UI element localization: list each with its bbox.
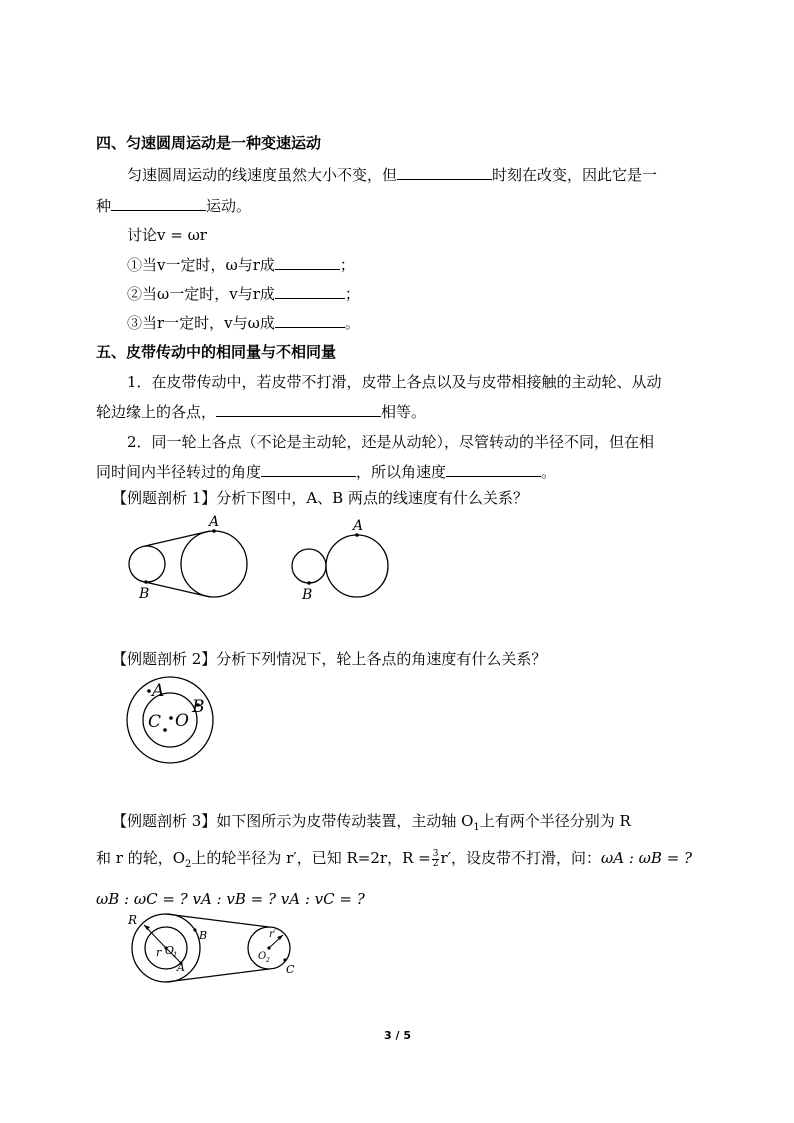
small-wheel-right bbox=[292, 549, 326, 583]
example2-figure bbox=[124, 674, 224, 774]
label-o2: O bbox=[258, 951, 267, 962]
label-b-left: B bbox=[139, 586, 150, 602]
example3-questions: ωB : ωC = ? vA : vB = ? vA : vC = ? bbox=[96, 890, 365, 908]
page-number: 3 / 5 bbox=[384, 1029, 411, 1042]
center-o bbox=[169, 716, 173, 720]
ex3-line1-sub: 1 bbox=[473, 822, 480, 833]
blank-item3[interactable] bbox=[275, 311, 345, 328]
p2-text-c: ，所以角速度 bbox=[356, 463, 447, 481]
blank-item1[interactable] bbox=[275, 253, 340, 270]
ex3-line2-sub: 2 bbox=[185, 859, 192, 870]
question-omega-a-b: ωA : ωB = ? bbox=[601, 849, 693, 867]
frac-num: 3 bbox=[432, 848, 439, 859]
ex3-line2-text-b: 上的轮半径为 r′，已知 R=2r，R = bbox=[191, 849, 431, 867]
section4-item1 bbox=[127, 253, 355, 276]
section5-p1-line2 bbox=[96, 400, 426, 423]
section4-item3 bbox=[127, 311, 360, 334]
blank-linear-speed[interactable] bbox=[216, 400, 381, 417]
label-r-prime: r′ bbox=[269, 929, 277, 940]
label-a-left: A bbox=[209, 514, 220, 530]
label-b: B bbox=[199, 929, 208, 942]
example3-line2 bbox=[96, 847, 692, 876]
label-a: A bbox=[152, 681, 165, 701]
label-o2-sub: 2 bbox=[266, 957, 270, 964]
point-b bbox=[193, 928, 196, 931]
center-o2 bbox=[267, 946, 270, 949]
label-b: B bbox=[192, 697, 205, 717]
section5-p2-line2 bbox=[96, 460, 556, 483]
outer-wheel bbox=[127, 677, 213, 763]
section4-line2-text-a: 种 bbox=[96, 197, 112, 215]
small-pulley-left bbox=[129, 546, 165, 582]
ex3-line2-text-a: 和 r 的轮，O bbox=[96, 849, 186, 867]
label-a: A bbox=[177, 961, 185, 974]
label-c: C bbox=[286, 963, 295, 976]
item2-text: ②当ω一定时，v与r成 bbox=[127, 285, 275, 303]
belt-top bbox=[145, 531, 210, 546]
section5-heading: 五、皮带传动中的相同量与不相同量 bbox=[96, 343, 337, 361]
blank-direction[interactable] bbox=[397, 163, 492, 180]
example1-text: 【例题剖析 1】分析下图中，A、B 两点的线速度有什么关系？ bbox=[112, 489, 528, 507]
example3-figure bbox=[125, 910, 315, 992]
p1-text-c: 相等。 bbox=[381, 403, 427, 421]
point-a bbox=[147, 689, 151, 693]
p2-text-d: 。 bbox=[541, 463, 557, 481]
fraction-three-halves bbox=[432, 850, 440, 869]
label-b-right: B bbox=[302, 587, 313, 603]
example1-figure bbox=[120, 510, 410, 610]
section4-line1-text-b: 时刻在改变，因此它是一 bbox=[492, 166, 658, 184]
label-R: R bbox=[128, 913, 138, 927]
blank-motion-type[interactable] bbox=[111, 194, 206, 211]
item3-text: ③当r一定时，v与ω成 bbox=[127, 314, 275, 332]
item1-end: ； bbox=[339, 256, 355, 274]
label-o1: O bbox=[165, 944, 175, 957]
point-b-left bbox=[144, 580, 148, 584]
p1-text-b: 轮边缘上的各点， bbox=[96, 403, 217, 421]
section4-line2-text-b: 运动。 bbox=[206, 197, 252, 215]
section4-item2 bbox=[127, 282, 360, 305]
section4-heading: 四、匀速圆周运动是一种变速运动 bbox=[96, 134, 322, 152]
p2-text-b: 同时间内半径转过的角度 bbox=[96, 463, 262, 481]
label-o: O bbox=[175, 711, 189, 731]
section4-line1 bbox=[127, 163, 657, 186]
section4-line2 bbox=[96, 194, 251, 217]
large-wheel-right bbox=[326, 535, 388, 597]
item3-end: 。 bbox=[344, 314, 360, 332]
point-c bbox=[163, 728, 167, 732]
frac-den: 2 bbox=[432, 858, 439, 869]
example2-text: 【例题剖析 2】分析下列情况下，轮上各点的角速度有什么关系？ bbox=[112, 650, 547, 668]
example3-line1 bbox=[112, 810, 631, 839]
point-b-right bbox=[307, 581, 311, 585]
blank-item2[interactable] bbox=[275, 282, 345, 299]
belt-bottom bbox=[145, 582, 210, 597]
section5-p2-line1: 2．同一轮上各点（不论是主动轮，还是从动轮），尽管转动的半径不同，但在相 bbox=[127, 433, 655, 451]
ex3-line1-text-a: 【例题剖析 3】如下图所示为皮带传动装置，主动轴 O bbox=[112, 812, 474, 830]
label-a-right: A bbox=[353, 518, 364, 534]
label-c: C bbox=[148, 712, 162, 732]
item2-end: ； bbox=[344, 285, 360, 303]
label-o1-sub: 1 bbox=[173, 951, 178, 959]
belt-upper bbox=[166, 914, 269, 927]
label-r: r bbox=[156, 946, 162, 959]
section4-line1-text-a: 匀速圆周运动的线速度虽然大小不变，但 bbox=[127, 166, 398, 184]
blank-angle[interactable] bbox=[261, 460, 356, 477]
blank-angular-speed[interactable] bbox=[446, 460, 541, 477]
large-pulley-left bbox=[181, 531, 247, 597]
radius-R-arrow bbox=[144, 925, 150, 930]
point-c bbox=[283, 958, 286, 961]
ex3-line2-text-c: r′，设皮带不打滑，问： bbox=[440, 849, 602, 867]
item1-text: ①当v一定时，ω与r成 bbox=[127, 256, 275, 274]
ex3-line1-text-b: 上有两个半径分别为 R bbox=[479, 812, 631, 830]
section5-p1-line1: 1．在皮带传动中，若皮带不打滑，皮带上各点以及与皮带相接触的主动轮、从动 bbox=[127, 373, 662, 391]
section4-discuss: 讨论v = ωr bbox=[127, 226, 207, 244]
